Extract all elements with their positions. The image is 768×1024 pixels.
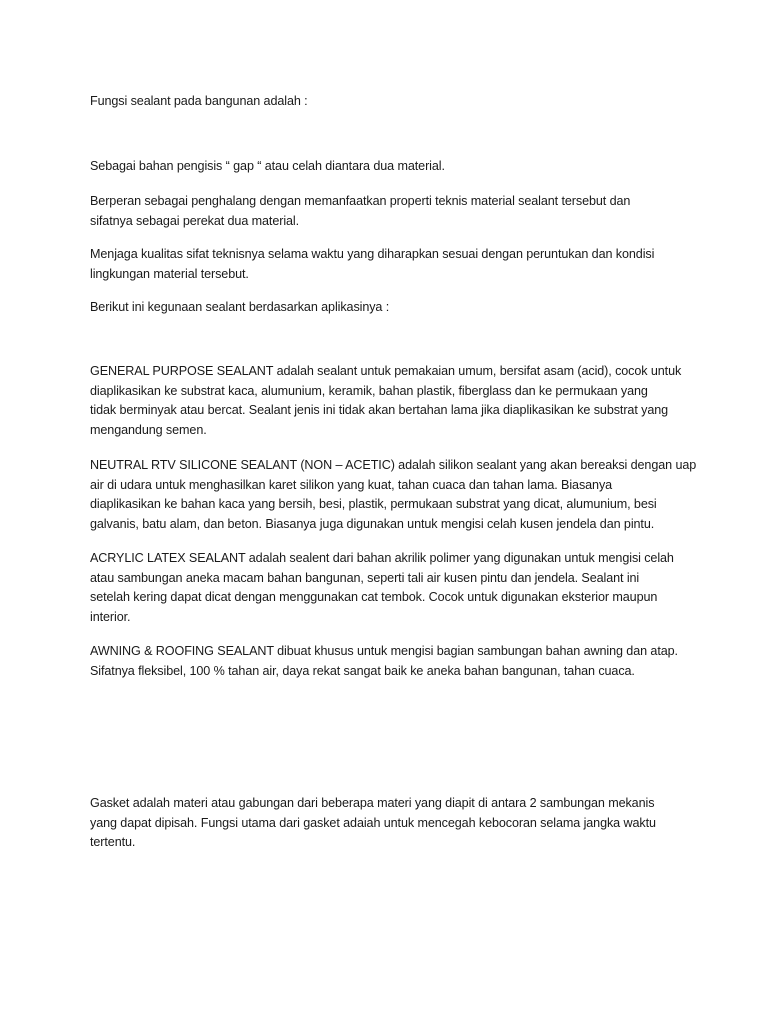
type-paragraph-neutral-rtv: NEUTRAL RTV SILICONE SEALANT (NON – ACETIC) adalah silikon sealant yang akan bereaksi dengan uap air di udara untuk menghasilkan karet silikon yang kuat, tahan cuaca dan tahan lama. Biasanya diaplikasikan ke bahan kaca yang bersih, besi, plastik, permukaan substrat yang dicat, alumunium, besi galvanis, batu alam, dan beton. Biasanya juga digunakan untuk mengisi celah kusen jendela dan pintu. xyxy=(90,458,697,531)
function-paragraph-3: Menjaga kualitas sifat teknisnya selama waktu yang diharapkan sesuai dengan peruntukan dan kondisi lingkungan material tersebut. xyxy=(90,247,655,281)
type-paragraph-general-purpose: GENERAL PURPOSE SEALANT adalah sealant untuk pemakaian umum, bersifat asam (acid), cocok untuk diaplikasikan ke substrat kaca, alumunium, keramik, bahan plastik, fiberglass dan ke permukaan yang tidak berminyak atau bercat. Sealant jenis ini tidak akan bertahan lama jika diaplikasikan ke substrat yang mengandung semen. xyxy=(90,364,682,437)
type-paragraph-acrylic-latex: ACRYLIC LATEX SEALANT adalah sealent dari bahan akrilik polimer yang digunakan untuk mengisi celah atau sambungan aneka macam bahan bangunan, seperti tali air kusen pintu dan jendela. Sealant ini setelah kering dapat dicat dengan menggunakan cat tembok. Cocok untuk digunakan eksterior maupun interior. xyxy=(90,551,674,624)
intro-paragraph: Berikut ini kegunaan sealant berdasarkan aplikasinya : xyxy=(90,300,390,314)
gasket-paragraph: Gasket adalah materi atau gabungan dari beberapa materi yang diapit di antara 2 sambungan mekanis yang dapat dipisah. Fungsi utama dari gasket adaiah untuk mencegah kebocoran selama jangka waktu tertentu. xyxy=(90,796,656,850)
function-paragraph-1: Sebagai bahan pengisis “ gap “ atau celah diantara dua material. xyxy=(90,159,445,173)
type-paragraph-awning-roofing: AWNING & ROOFING SEALANT dibuat khusus untuk mengisi bagian sambungan bahan awning dan atap. Sifatnya fleksibel, 100 % tahan air, daya rekat sangat baik ke aneka bahan bangunan, tahan cuaca. xyxy=(90,644,678,678)
function-paragraph-2: Berperan sebagai penghalang dengan memanfaatkan properti teknis material sealant tersebut dan sifatnya sebagai perekat dua material. xyxy=(90,194,631,228)
heading: Fungsi sealant pada bangunan adalah : xyxy=(90,94,308,108)
